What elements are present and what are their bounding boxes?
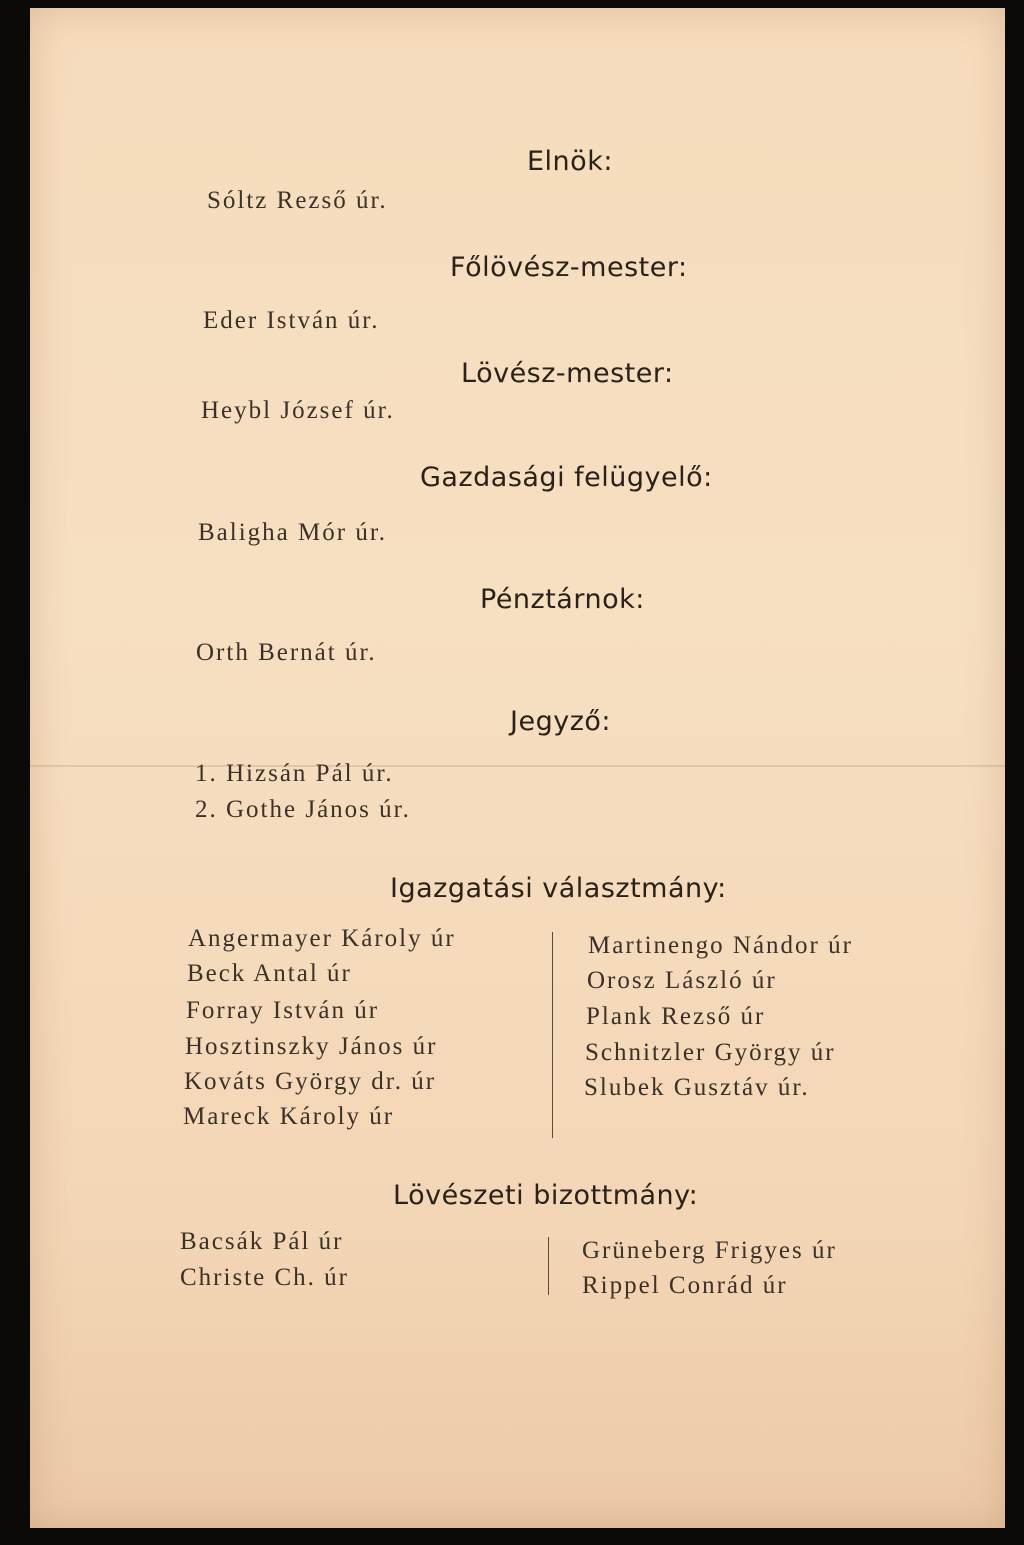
loveszeti-right-1: Grüneberg Frigyes úr bbox=[582, 1237, 837, 1264]
name-penztarnok: Orth Bernát úr. bbox=[196, 639, 377, 666]
igazgatasi-right-4: Schnitzler György úr bbox=[585, 1039, 836, 1066]
igazgatasi-left-2: Beck Antal úr bbox=[187, 960, 352, 987]
name-loveszmester: Heybl József úr. bbox=[201, 397, 395, 424]
igazgatasi-right-1: Martinengo Nándor úr bbox=[588, 932, 853, 959]
name-foloveszmester: Eder István úr. bbox=[203, 307, 380, 334]
heading-igazgatasi: Igazgatási választmány: bbox=[390, 873, 727, 904]
heading-elnok: Elnök: bbox=[527, 146, 613, 177]
loveszeti-left-1: Bacsák Pál úr bbox=[180, 1228, 344, 1255]
document-page bbox=[30, 8, 1005, 1528]
loveszeti-right-2: Rippel Conrád úr bbox=[582, 1272, 788, 1299]
heading-loveszeti: Lövészeti bizottmány: bbox=[393, 1180, 699, 1211]
igazgatasi-left-5: Kováts György dr. úr bbox=[184, 1068, 437, 1095]
column-divider-loveszeti bbox=[548, 1237, 549, 1295]
igazgatasi-right-5: Slubek Gusztáv úr. bbox=[584, 1074, 810, 1101]
igazgatasi-left-6: Mareck Károly úr bbox=[183, 1103, 395, 1130]
column-divider-igazgatasi bbox=[552, 932, 553, 1138]
igazgatasi-right-3: Plank Rezső úr bbox=[586, 1003, 766, 1030]
igazgatasi-left-3: Forray István úr bbox=[186, 997, 380, 1024]
heading-gazdasagi: Gazdasági felügyelő: bbox=[420, 462, 713, 493]
name-jegyzo-1: 1. Hizsán Pál úr. bbox=[195, 760, 394, 787]
name-elnok: Sóltz Rezső úr. bbox=[207, 187, 388, 214]
heading-jegyzo: Jegyző: bbox=[510, 706, 611, 737]
name-gazdasagi: Baligha Mór úr. bbox=[198, 519, 388, 546]
heading-loveszmester: Lövész-mester: bbox=[461, 358, 674, 389]
loveszeti-left-2: Christe Ch. úr bbox=[180, 1264, 349, 1291]
igazgatasi-left-4: Hosztinszky János úr bbox=[185, 1033, 438, 1060]
heading-penztarnok: Pénztárnok: bbox=[480, 584, 645, 615]
igazgatasi-left-1: Angermayer Károly úr bbox=[188, 925, 456, 952]
name-jegyzo-2: 2. Gothe János úr. bbox=[195, 796, 411, 823]
heading-foloveszmester: Főlövész-mester: bbox=[450, 252, 688, 283]
igazgatasi-right-2: Orosz László úr bbox=[587, 967, 777, 994]
